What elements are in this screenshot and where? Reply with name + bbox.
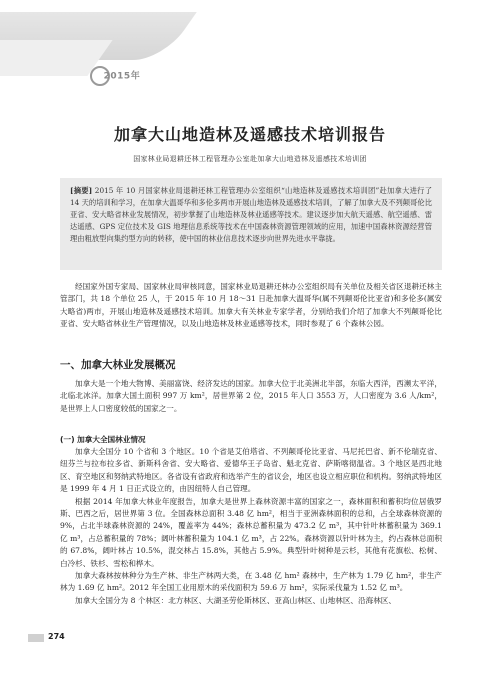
subsection-paragraph: 加拿大森林按林种分为生产林、非生产林两大类，在 3.48 亿 hm² 森林中，生产林为 1.79 亿 hm²，非生产林为 1.69 亿 hm²。2012 年全国工业用原木的采伐面积为 59.6 万 hm²，实际采伐量为 1.52 亿 m³。 <box>60 571 442 593</box>
year-badge <box>90 66 140 86</box>
subsection-paragraph: 加拿大全国分 10 个省和 3 个地区。10 个省是艾伯塔省、不列颠哥伦比亚省、马尼托巴省、新不伦瑞克省、纽芬兰与拉布拉多省、新斯科舍省、安大略省、爱德华王子岛省、魁北克省、萨斯喀彻温省。3 个地区是西北地区、育空地区和努纳武特地区。各省设有省政府和选举产生的省议会，地区也设立相应职位和机构。努纳武特地区是 1999 年 4 月 1 日正式设立的，由因纽特人自己管理。 <box>60 447 442 494</box>
page-number: 274 <box>48 632 65 641</box>
page-number-marker <box>28 634 44 642</box>
intro-paragraph: 经国家外国专家局、国家林业局审核同意，国家林业局退耕还林办公室组织局有关单位及相关省区退耕还林主管部门，共 18 个单位 25 人，于 2015 年 10 月 18～31 日赴加拿大温哥华(属不列颠哥伦比亚省)和多伦多(属安大略省)两市，开展山地造林及遥感技术培训。加拿大有关林业专家学者，分别给我们介绍了加拿大不列颠哥伦比亚省、安大略省林业生产管理情况，以及山地造林及林业遥感等技术，同时参观了 6 个森林公园。 <box>60 282 442 329</box>
abstract-label: [摘要] <box>70 186 93 195</box>
abstract-box <box>60 178 442 270</box>
section1-paragraph: 加拿大是一个地大物博、美丽富饶、经济发达的国家。加拿大位于北美洲北半部，东临大西洋，西濒太平洋，北临北冰洋。加拿大国土面积 997 万 km²，居世界第 2 位，2015 年人口 3553 万，人口密度为 3.6 人/km²，是世界上人口密度较低的国家之一。 <box>60 379 442 413</box>
year-badge-text: 2015年 <box>103 71 141 82</box>
subsection-paragraph: 加拿大全国分为 8 个林区：北方林区、大湖圣劳伦斯林区、亚高山林区、山地林区、沿海林区、 <box>75 595 396 605</box>
subsection-paragraph: 根据 2014 年加拿大林业年度报告，加拿大是世界上森林资源丰富的国家之一，森林面积和蓄积均位居俄罗斯、巴西之后，居世界第 3 位。全国森林总面积 3.48 亿 hm²，相当于亚洲森林面积的总和，占全球森林资源的 9%，占北半球森林资源的 24%，覆盖率为 44%；森林总蓄积量为 473.2 亿 m³，其中针叶林蓄积量为 369.1 亿 m³，占总蓄积量的 78%；阔叶林蓄积量为 104.1 亿 m³，占 22%。森林资源以针叶林为主，约占森林总面积的 67.8%，阔叶林占 10.5%，混交林占 15.8%，其他占 5.9%。典型针叶树种是云杉，其他有花旗松、松树、白冷杉、铁杉、雪松和桦木。 <box>60 496 442 568</box>
section1-block <box>60 378 442 415</box>
subsection-heading: (一) 加拿大全国林业情况 <box>60 435 146 444</box>
article-title: 加拿大山地造林及遥感技术培训报告 <box>113 125 386 144</box>
subsection1-block <box>60 446 442 607</box>
article-author: 国家林业局退耕还林工程管理办公室赴加拿大山地造林及遥感技术培训团 <box>133 155 367 163</box>
header-decoration <box>0 0 500 90</box>
intro-block <box>60 281 442 331</box>
abstract-text: 2015 年 10 月国家林业局退耕还林工程管理办公室组织“山地造林及遥感技术培训团”赴加拿大进行了 14 天的培训和学习，在加拿大温哥华和多伦多两市开展山地造林及遥感技术培训，了解了加拿大及不列颠哥伦比亚省、安大略省林业发展情况，初步掌握了山地造林及林业遥感等技术。建议逐步加大航天遥感、航空遥感、雷达遥感、GPS 定位技术及 GIS 地理信息系统等技术在中国森林资源管理领域的应用，加速中国森林资源经营管理由粗放型向集约型方向的转移，使中国的林业信息技术逐步向世界先进水平靠拢。 <box>70 186 432 243</box>
section-heading: 一、加拿大林业发展概况 <box>60 359 176 371</box>
